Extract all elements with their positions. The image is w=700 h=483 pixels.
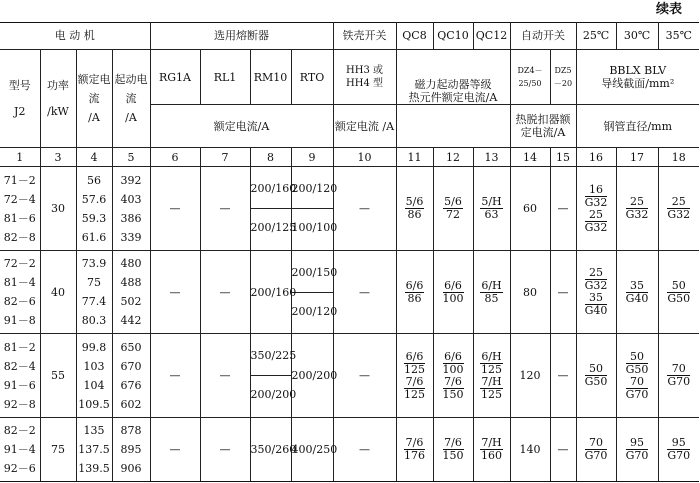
- header-fuse: 选用熔断器: [150, 23, 333, 50]
- cell-rl1: —: [200, 417, 250, 481]
- motor-fuse-wire-table: [0, 22, 699, 482]
- col-num: 6: [150, 148, 200, 167]
- cell-power: 75: [40, 417, 76, 481]
- col-num: 11: [396, 148, 433, 167]
- cell-rg1a: —: [150, 250, 200, 333]
- col-num: 16: [576, 148, 616, 167]
- cell-qc12: $\frac{6/H}{125}$ $\frac{7/H}{125}$: [473, 334, 510, 417]
- cell-wire-30: $\frac{25}{G32}$: [616, 167, 658, 250]
- header-motor: 电 动 机: [0, 23, 150, 50]
- cell-wire-35: $\frac{25}{G32}$: [658, 167, 699, 250]
- header-qc10: QC10: [433, 23, 473, 50]
- col-num: 4: [76, 148, 112, 167]
- cell-wire-35: $\frac{50}{G50}$: [658, 250, 699, 333]
- header-rg1a: RG1A: [150, 49, 200, 105]
- header-fuse-rated: 额定电流/A: [150, 105, 333, 148]
- cell-dz5: —: [550, 417, 576, 481]
- cell-models: 82－2 91－4 92－6: [0, 417, 40, 481]
- header-temp-35: 35℃: [658, 23, 699, 50]
- header-rm10: RM10: [250, 49, 291, 105]
- cell-start: 480 488 502 442: [112, 250, 150, 333]
- cell-trip: 120: [510, 334, 550, 417]
- cell-qc12: $\frac{6/H}{85}$: [473, 250, 510, 333]
- cell-trip: 60: [510, 167, 550, 250]
- cell-power: 55: [40, 334, 76, 417]
- header-switch-rated: 额定电流 /A: [333, 105, 396, 148]
- header-mag-grade: [396, 49, 510, 105]
- cell-rl1: —: [200, 334, 250, 417]
- cell-rl1: —: [200, 250, 250, 333]
- cell-start: 392 403 386 339: [112, 167, 150, 250]
- cell-qc8: $\frac{5/6}{86}$: [396, 167, 433, 250]
- cell-rated: 99.8 103 104 109.5: [76, 334, 112, 417]
- col-num: 1: [0, 148, 40, 167]
- col-num: 7: [200, 148, 250, 167]
- col-num: 3: [40, 148, 76, 167]
- cell-rg1a: —: [150, 167, 200, 250]
- header-dz5: DZ5－20: [550, 49, 576, 105]
- header-dz4: DZ4－25/50: [510, 49, 550, 105]
- cell-models: 71－2 72－4 81－6 82－8: [0, 167, 40, 250]
- cell-switch: —: [333, 417, 396, 481]
- cell-switch: —: [333, 250, 396, 333]
- header-wire: [576, 49, 699, 105]
- col-num: 8: [250, 148, 291, 167]
- cell-qc10: $\frac{6/6}{100}$ $\frac{7/6}{150}$: [433, 334, 473, 417]
- col-num: 9: [291, 148, 333, 167]
- mag-grade-label: 磁力起动器等级: [414, 78, 492, 92]
- col-num: 14: [510, 148, 550, 167]
- cell-trip: 80: [510, 250, 550, 333]
- header-mag-blank: [396, 105, 510, 148]
- column-number-row: [0, 148, 699, 167]
- cell-qc10: $\frac{7/6}{150}$: [433, 417, 473, 481]
- rated-label: 额定电流: [77, 72, 111, 105]
- col-num: 15: [550, 148, 576, 167]
- col-num: 17: [616, 148, 658, 167]
- cell-rto: 200/200: [291, 334, 333, 417]
- cell-rl1: —: [200, 167, 250, 250]
- cell-rated: 135 137.5 139.5: [76, 417, 112, 481]
- cell-models: 81－2 82－4 91－6 92－8: [0, 334, 40, 417]
- cell-power: 40: [40, 250, 76, 333]
- cell-switch: —: [333, 334, 396, 417]
- header-rto: RTO: [291, 49, 333, 105]
- cell-wire-30: $\frac{95}{G70}$: [616, 417, 658, 481]
- table-caption: 续表: [655, 2, 682, 17]
- cell-qc8: $\frac{6/6}{125}$ $\frac{7/6}{125}$: [396, 334, 433, 417]
- cell-wire-25: $\frac{70}{G70}$: [576, 417, 616, 481]
- rated-unit: /A: [88, 110, 100, 124]
- model-label: 型号: [8, 78, 31, 92]
- header-temp-30: 30℃: [616, 23, 658, 50]
- cell-qc8: $\frac{7/6}{176}$: [396, 417, 433, 481]
- header-hh: HH3 或 HH4 型: [333, 49, 396, 105]
- header-qc12: QC12: [473, 23, 510, 50]
- cell-power: 30: [40, 167, 76, 250]
- cell-wire-25: $\frac{25}{G32}$ $\frac{35}{G40}$: [576, 250, 616, 333]
- header-conduit: 钢管直径/mm: [576, 105, 699, 148]
- cell-rm10: 200/160 200/125: [250, 167, 291, 250]
- table-row-30kw: [0, 167, 699, 250]
- cell-rated: 56 57.6 59.3 61.6: [76, 167, 112, 250]
- cell-switch: —: [333, 167, 396, 250]
- wire-types: BBLX BLV: [609, 64, 667, 78]
- cell-trip: 140: [510, 417, 550, 481]
- table-row-55kw: [0, 334, 699, 417]
- cell-rm10: 200/160: [250, 250, 291, 333]
- cell-rto: 400/250: [291, 417, 333, 481]
- table-row-40kw: [0, 250, 699, 333]
- cell-rm10: 350/260: [250, 417, 291, 481]
- thermal-label: 热元件额定电流/A: [408, 91, 498, 105]
- wire-section: 导线截面/mm²: [601, 77, 675, 91]
- cell-rm10: 350/225 200/200: [250, 334, 291, 417]
- col-num: 18: [658, 148, 699, 167]
- cell-rto: 200/150 200/120: [291, 250, 333, 333]
- header-temp-25: 25℃: [576, 23, 616, 50]
- col-num: 12: [433, 148, 473, 167]
- cell-rto: 200/120 100/100: [291, 167, 333, 250]
- cell-rated: 73.9 75 77.4 80.3: [76, 250, 112, 333]
- table-row-75kw: [0, 417, 699, 481]
- header-qc8: QC8: [396, 23, 433, 50]
- header-trip: 热脱扣器额定电流/A: [510, 105, 576, 148]
- cell-rg1a: —: [150, 334, 200, 417]
- cell-rg1a: —: [150, 417, 200, 481]
- cell-models: 72－2 81－4 82－6 91－8: [0, 250, 40, 333]
- cell-wire-25: $\frac{50}{G50}$: [576, 334, 616, 417]
- cell-qc8: $\frac{6/6}{86}$: [396, 250, 433, 333]
- header-auto-switch: 自动开关: [510, 23, 576, 50]
- header-power: [40, 49, 76, 147]
- cell-wire-30: $\frac{50}{G50}$ $\frac{70}{G70}$: [616, 334, 658, 417]
- col-num: 13: [473, 148, 510, 167]
- cell-dz5: —: [550, 250, 576, 333]
- cell-wire-35: $\frac{70}{G70}$: [658, 334, 699, 417]
- header-start-current: [112, 49, 150, 147]
- col-num: 5: [112, 148, 150, 167]
- header-rated-current: [76, 49, 112, 147]
- header-model: [0, 49, 40, 147]
- power-unit: /kW: [47, 104, 69, 118]
- cell-qc12: $\frac{5/H}{63}$: [473, 167, 510, 250]
- cell-wire-30: $\frac{35}{G40}$: [616, 250, 658, 333]
- cell-dz5: —: [550, 167, 576, 250]
- start-label: 起动电流: [114, 72, 148, 105]
- cell-qc10: $\frac{5/6}{72}$: [433, 167, 473, 250]
- cell-qc12: $\frac{7/H}{160}$: [473, 417, 510, 481]
- header-switch: 铁壳开关: [333, 23, 396, 50]
- cell-wire-35: $\frac{95}{G70}$: [658, 417, 699, 481]
- cell-start: 650 670 676 602: [112, 334, 150, 417]
- header-rl1: RL1: [200, 49, 250, 105]
- cell-wire-25: $\frac{16}{G32}$ $\frac{25}{G32}$: [576, 167, 616, 250]
- cell-start: 878 895 906: [112, 417, 150, 481]
- col-num: 10: [333, 148, 396, 167]
- cell-dz5: —: [550, 334, 576, 417]
- power-label: 功率: [47, 78, 69, 92]
- model-code: J2: [14, 104, 26, 118]
- start-unit: /A: [125, 110, 137, 124]
- cell-qc10: $\frac{6/6}{100}$: [433, 250, 473, 333]
